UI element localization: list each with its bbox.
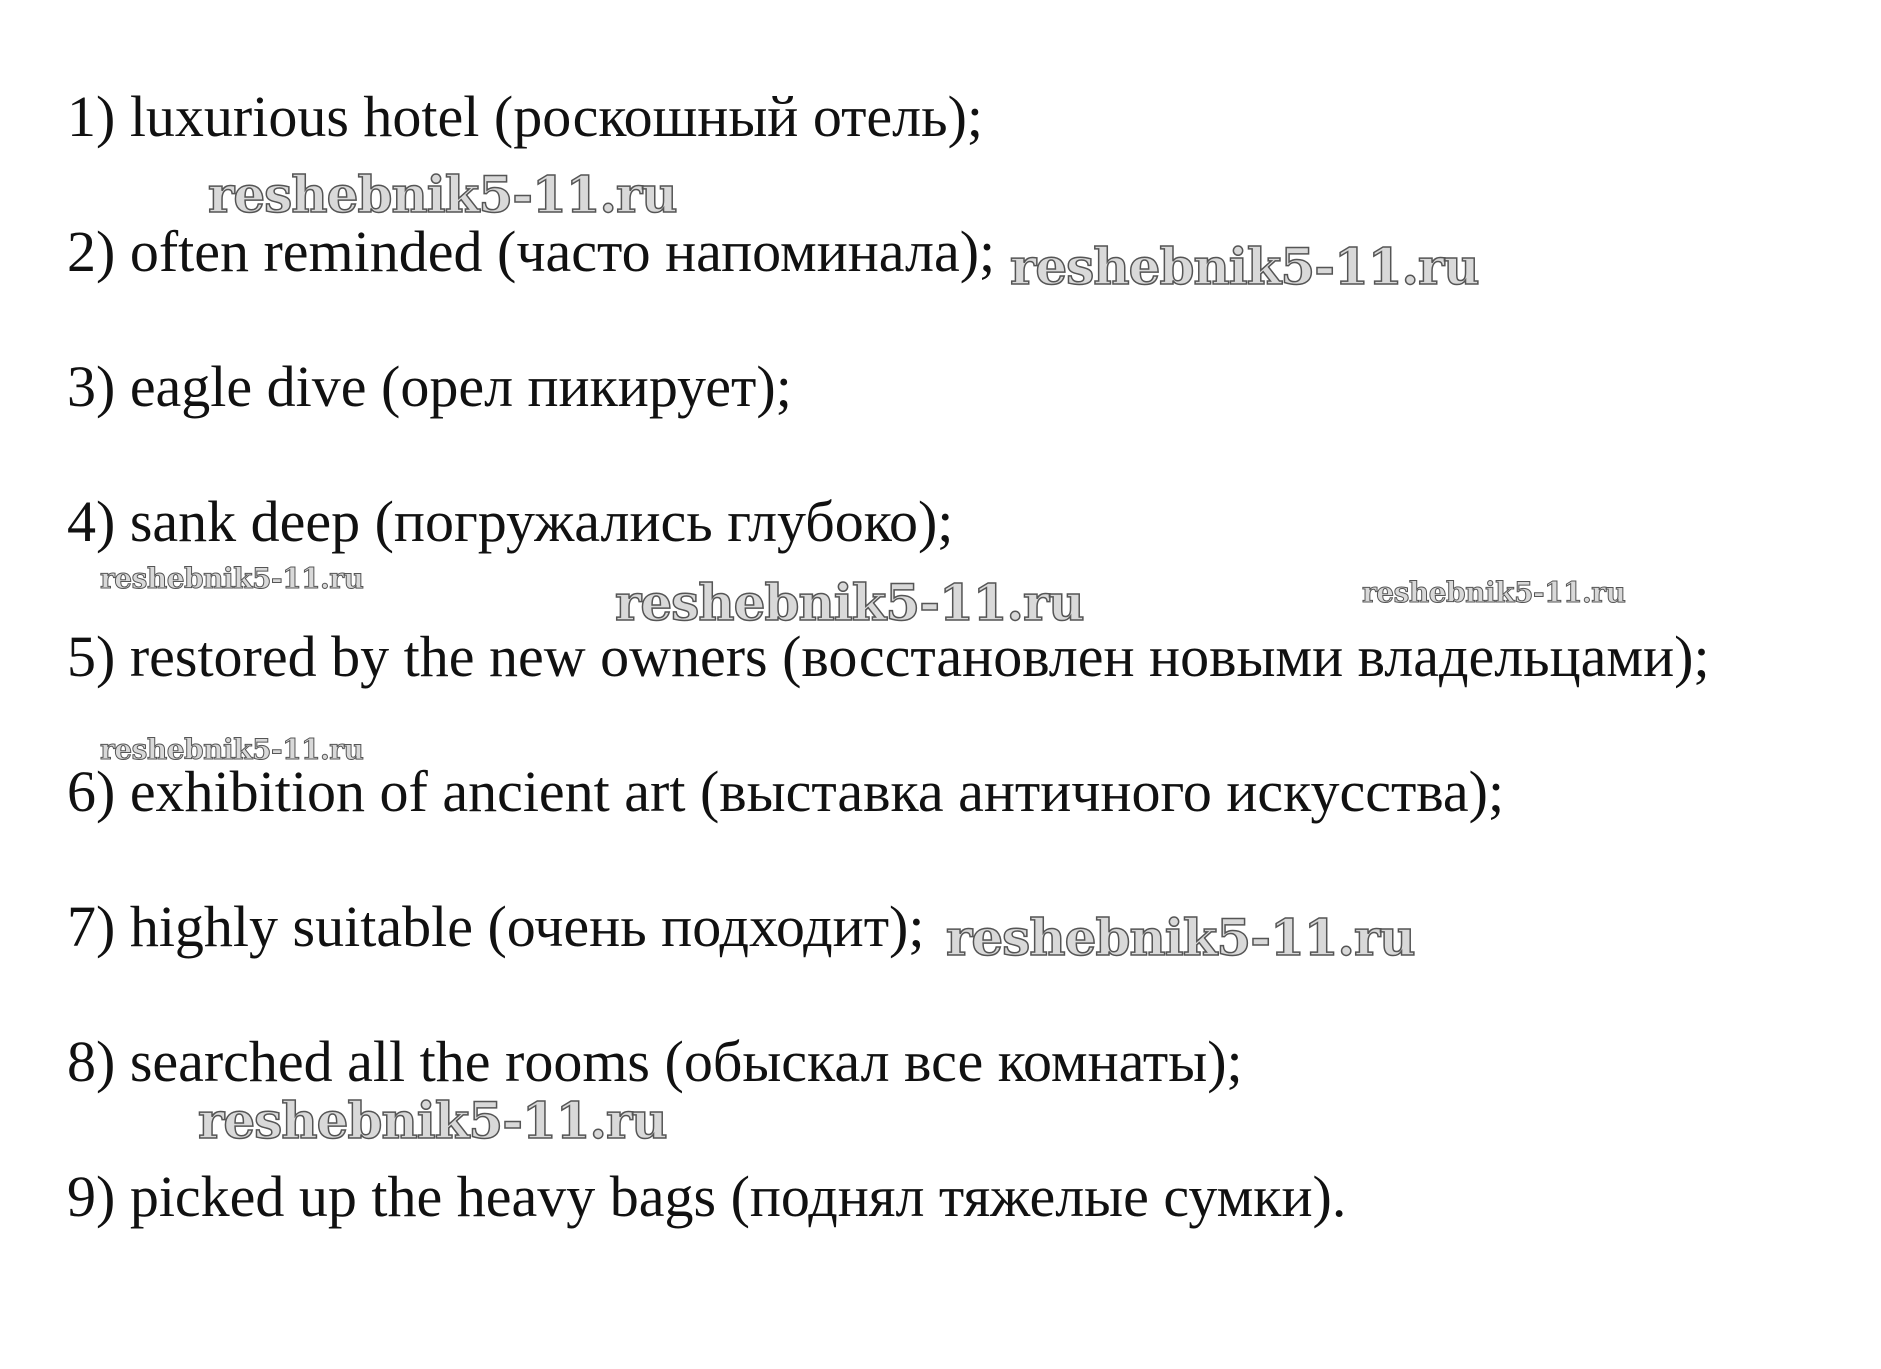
answer-item-9: 9) picked up the heavy bags (поднял тяжелые сумки).	[67, 1164, 1347, 1229]
answer-item-7: 7) highly suitable (очень подходит);	[67, 894, 925, 959]
watermark: reshebnik5-11.ru	[615, 573, 1084, 632]
answer-item-6: 6) exhibition of ancient art (выставка античного искусства);	[67, 759, 1505, 824]
answer-item-8: 8) searched all the rooms (обыскал все комнаты);	[67, 1029, 1243, 1094]
watermark: reshebnik5-11.ru	[208, 165, 677, 224]
answer-item-4: 4) sank deep (погружались глубоко);	[67, 489, 954, 554]
watermark: reshebnik5-11.ru	[198, 1091, 667, 1150]
answer-item-2: 2) often reminded (часто напоминала);	[67, 219, 996, 284]
answer-item-1: 1) luxurious hotel (роскошный отель);	[67, 84, 983, 149]
watermark: reshebnik5-11.ru	[100, 733, 364, 766]
answer-item-5: 5) restored by the new owners (восстановлен новыми владельцами);	[67, 624, 1710, 689]
watermark: reshebnik5-11.ru	[1362, 576, 1626, 609]
watermark: reshebnik5-11.ru	[100, 562, 364, 595]
watermark: reshebnik5-11.ru	[1010, 237, 1479, 296]
answer-item-3: 3) eagle dive (орел пикирует);	[67, 354, 792, 419]
watermark: reshebnik5-11.ru	[946, 908, 1415, 967]
